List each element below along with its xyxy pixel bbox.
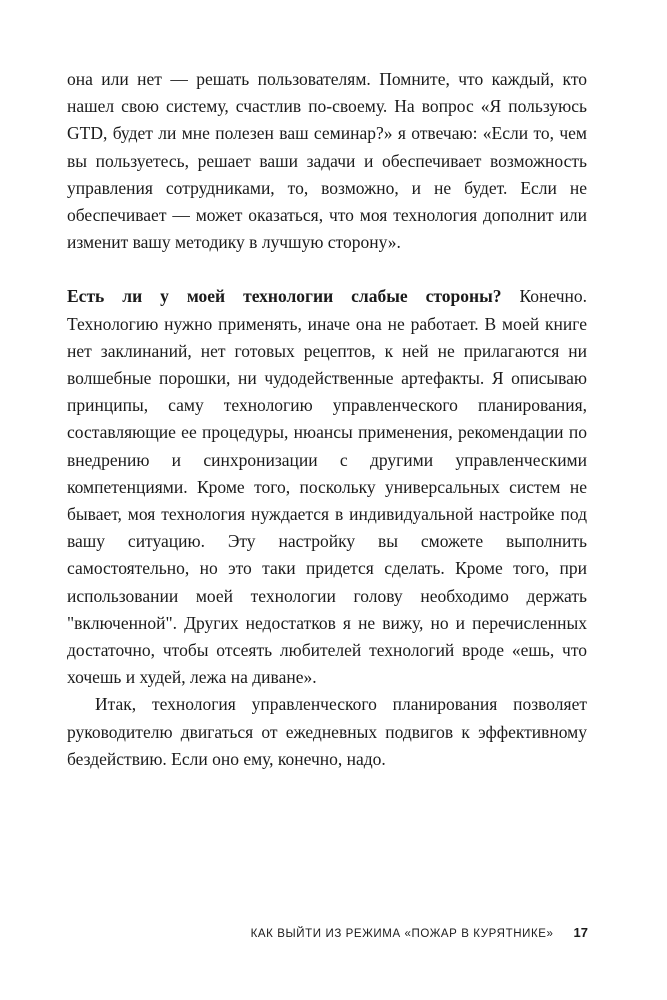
page-number: 17 xyxy=(573,925,588,940)
running-title: КАК ВЫЙТИ ИЗ РЕЖИМА «ПОЖАР В КУРЯТНИКЕ» xyxy=(250,928,554,940)
paragraph-conclusion: Итак, технология управленческого планирования позволяет руководителю двигаться от ежедневных подвигов к эффективному бездействию. Если оно ему, конечно, надо. xyxy=(67,694,587,769)
paragraph-heading-weaknesses: Есть ли у моей технологии слабые стороны? xyxy=(67,286,502,307)
running-footer xyxy=(0,925,588,940)
paragraph-gtd-answer: она или нет — решать пользователям. Помните, что каждый, кто нашел свою систему, счастлив по-своему. На вопрос «Я пользуюсь GTD, будет ли мне полезен ваш семинар?» я отвечаю: «Если то, чем вы пользуетесь, решает ваши задачи и обеспечивает возможность управления сотрудниками, то, возможно, и не будет. Если не обеспечивает — может оказаться, что моя технология дополнит или изменит вашу методику в лучшую сторону». xyxy=(67,69,587,253)
paragraph-weaknesses xyxy=(67,283,587,691)
page-body xyxy=(67,66,587,773)
paragraph-weaknesses-text: Конечно. Технологию нужно применять, иначе она не работает. В моей книге нет заклинаний, нет готовых рецептов, к ней не прилагаются ни волшебные порошки, ни чудодейственные артефакты. Я описываю принципы, саму технологию управленческого планирования, составляющие ее процедуры, нюансы применения, рекомендации по внедрению и синхронизации с другими управленческими компетенциями. Кроме того, поскольку универсальных систем не бывает, моя технология нуждается в индивидуальной настройке под вашу ситуацию. Эту настройку вы сможете выполнить самостоятельно, но это таки придется сделать. Кроме того, при использовании моей технологии голову необходимо держать "включенной". Других недостатков я не вижу, но и перечисленных достаточно, чтобы отсеять любителей технологий вроде «ешь, что хочешь и худей, лежа на диване». xyxy=(67,286,587,688)
